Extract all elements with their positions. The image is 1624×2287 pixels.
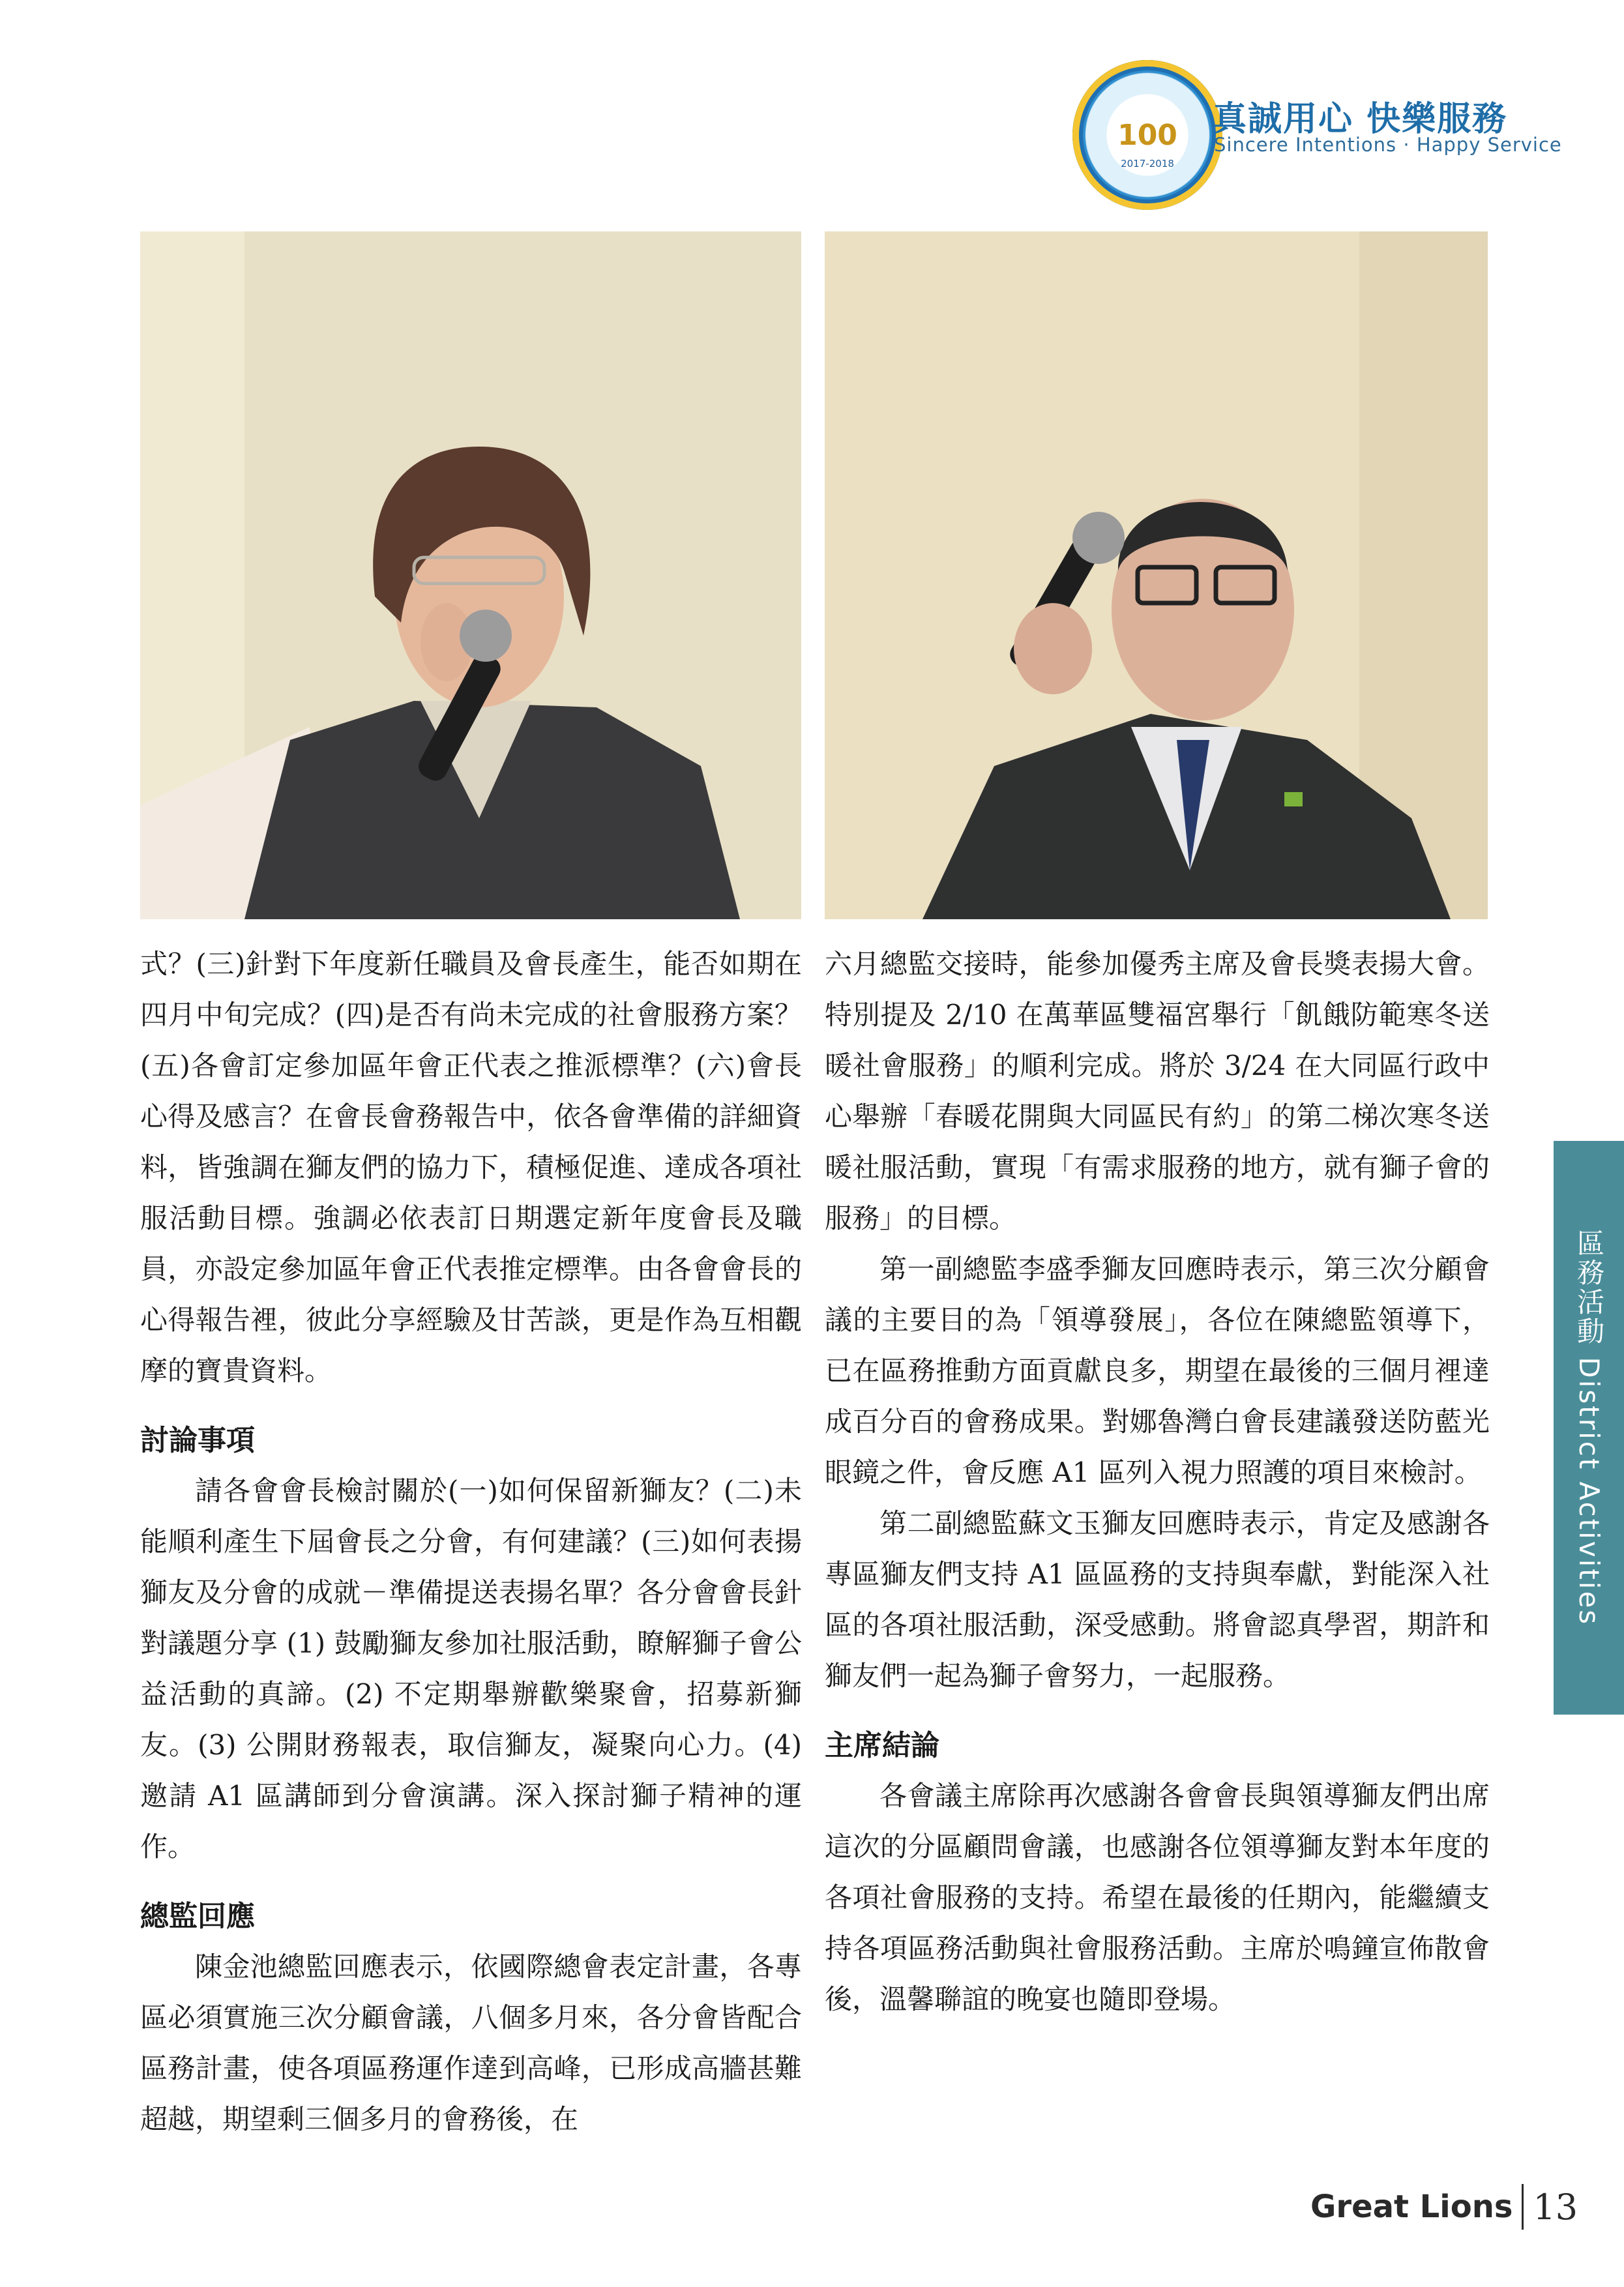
paragraph-first-vice-governor: 第一副總監李盛季獅友回應時表示，第三次分顧會議的主要目的為「領導發展」，各位在陳總監領導下，已在區務推動方面貢獻良多，期望在最後的三個月裡達成百分百的會務成果。對娜魯灣白會長建議發送防藍光眼鏡之件，會反應 A1 區列入視力照護的項目來檢討。 [825, 1253, 1490, 1488]
left-text-column [140, 939, 802, 2145]
lions-centennial-logo [1072, 60, 1222, 210]
heading-governor-response: 總監回應 [140, 1900, 255, 1933]
side-tab-label: 區務活動 District Activities [1573, 1229, 1605, 1627]
logo-badge: 100 [1118, 106, 1177, 164]
paragraph-intro: 式？(三)針對下年度新任職員及會長產生，能否如期在四月中旬完成？(四)是否有尚未完成的社會服務方案？(五)各會訂定參加區年會正代表之推派標準？(六)會長心得及感言？在會長會務報告中，依各會準備的詳細資料，皆強調在獅友們的協力下，積極促進、達成各項社服活動目標。強調必依表訂日期選定新年度會長及職員，亦設定參加區年會正代表推定標準。由各會會長的心得報告裡，彼此分享經驗及甘苦談，更是作為互相觀摩的寶貴資料。 [140, 948, 802, 1387]
paragraph-second-vice-governor: 第二副總監蘇文玉獅友回應時表示，肯定及感謝各專區獅友們支持 A1 區區務的支持與奉獻，對能深入社區的各項社服活動，深受感動。將會認真學習，期許和獅友們一起為獅子會努力，一起服務。 [825, 1507, 1490, 1692]
slogan-english: Sincere Intentions · Happy Service [1214, 134, 1562, 156]
paragraph-governor-response: 陳金池總監回應表示，依國際總會表定計畫，各專區必須實施三次分顧會議，八個多月來，各分會皆配合區務計畫，使各項區務運作達到高峰，已形成高牆甚難超越，期望剩三個多月的會務後，在 [140, 1951, 802, 2135]
right-text-column [825, 939, 1490, 2025]
paragraph-discussion: 請各會會長檢討關於(一)如何保留新獅友？(二)未能順利產生下屆會長之分會，有何建議？(三)如何表揚獅友及分會的成就－準備提送表揚名單？各分會會長針對議題分享 (1) 鼓勵獅友參加社服活動，瞭解獅子會公益活動的真諦。(2) 不定期舉辦歡樂聚會，招募新獅友。(3) 公開財務報表，取信獅友，凝聚向心力。(4) 邀請 A1 區講師到分會演講。深入探討獅子精神的運作。 [140, 1475, 802, 1863]
photo-man-speaking [825, 231, 1488, 919]
paragraph-continuation: 六月總監交接時，能參加優秀主席及會長獎表揚大會。特別提及 2/10 在萬華區雙福宮舉行「飢餓防範寒冬送暖社會服務」的順利完成。將於 3/24 在大同區行政中心舉辦「春暖花開與大同區民有約」的第二梯次寒冬送暖社服活動，實現「有需求服務的地方，就有獅子會的服務」的目標。 [825, 948, 1490, 1234]
slogan-chinese: 真誠用心 快樂服務 [1213, 100, 1508, 139]
section-side-tab [1554, 1141, 1624, 1715]
heading-chair-conclusion: 主席結論 [825, 1729, 939, 1762]
photo-woman-speaking [140, 231, 801, 919]
footer-divider [1522, 2184, 1524, 2230]
page-footer [1310, 2177, 1578, 2236]
paragraph-chair-conclusion: 各會議主席除再次感謝各會會長與領導獅友們出席這次的分區顧問會議，也感謝各位領導獅友對本年度的各項社會服務的支持。希望在最後的任期內，能繼續支持各項區務活動與社會服務活動。主席於鳴鐘宣佈散會後，溫馨聯誼的晚宴也隨即登場。 [825, 1780, 1490, 2015]
heading-discussion: 討論事項 [140, 1424, 255, 1457]
magazine-name: Great Lions [1310, 2189, 1513, 2225]
logo-years: 2017-2018 [1121, 158, 1174, 170]
page-number: 13 [1533, 2186, 1578, 2228]
